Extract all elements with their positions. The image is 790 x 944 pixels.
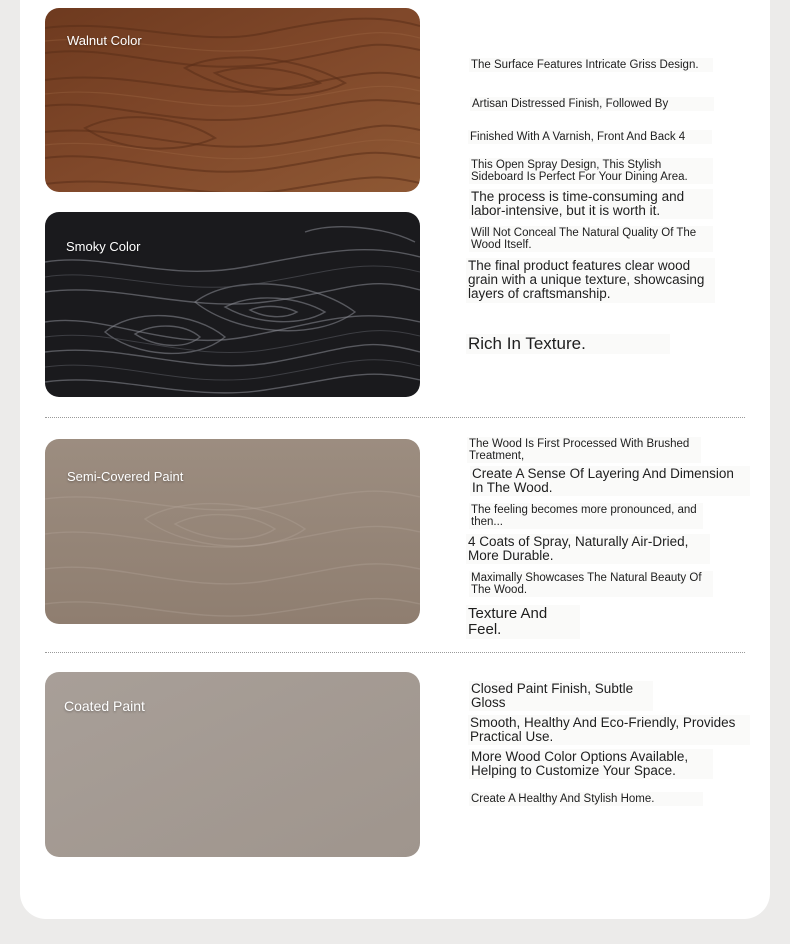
section-divider (45, 652, 745, 653)
section-divider (45, 417, 745, 418)
feature-text: The process is time-consuming and labor-intensive, but it is worth it. (469, 189, 713, 219)
feature-text: 4 Coats of Spray, Naturally Air-Dried, More Durable. (466, 534, 710, 564)
feature-heading: Rich In Texture. (466, 334, 670, 354)
semi-covered-grain-texture (45, 439, 420, 624)
smoky-color-label: Smoky Color (66, 239, 141, 254)
walnut-color-label: Walnut Color (67, 33, 142, 48)
walnut-wood-swatch (45, 8, 420, 192)
feature-text: Artisan Distressed Finish, Followed By (470, 97, 714, 111)
feature-text: The final product features clear wood grain with a unique texture, showcasing layers of craftsmanship. (466, 258, 715, 303)
feature-text: This Open Spray Design, This Stylish Sideboard Is Perfect For Your Dining Area. (469, 158, 713, 184)
coated-paint-label: Coated Paint (64, 698, 145, 714)
feature-text: The Surface Features Intricate Griss Design. (469, 58, 713, 72)
semi-covered-paint-label: Semi-Covered Paint (67, 469, 184, 484)
feature-text: More Wood Color Options Available, Helping to Customize Your Space. (469, 749, 713, 779)
feature-text: Create A Healthy And Stylish Home. (469, 792, 703, 806)
feature-text: Closed Paint Finish, Subtle Gloss (469, 681, 653, 711)
feature-text: Create A Sense Of Layering And Dimension In The Wood. (470, 466, 750, 496)
coated-paint-swatch (45, 672, 420, 857)
semi-covered-paint-swatch (45, 439, 420, 624)
feature-text: Finished With A Varnish, Front And Back 4 (468, 130, 712, 144)
feature-text: Maximally Showcases The Natural Beauty Of The Wood. (469, 571, 713, 597)
smoky-wood-swatch (45, 212, 420, 397)
feature-text: The Wood Is First Processed With Brushed Treatment, (467, 437, 701, 463)
feature-heading: Texture And Feel. (466, 605, 580, 639)
feature-text: Smooth, Healthy And Eco-Friendly, Provides Practical Use. (468, 715, 750, 745)
feature-text: Will Not Conceal The Natural Quality Of The Wood Itself. (469, 226, 713, 252)
feature-text: The feeling becomes more pronounced, and then... (469, 503, 703, 529)
